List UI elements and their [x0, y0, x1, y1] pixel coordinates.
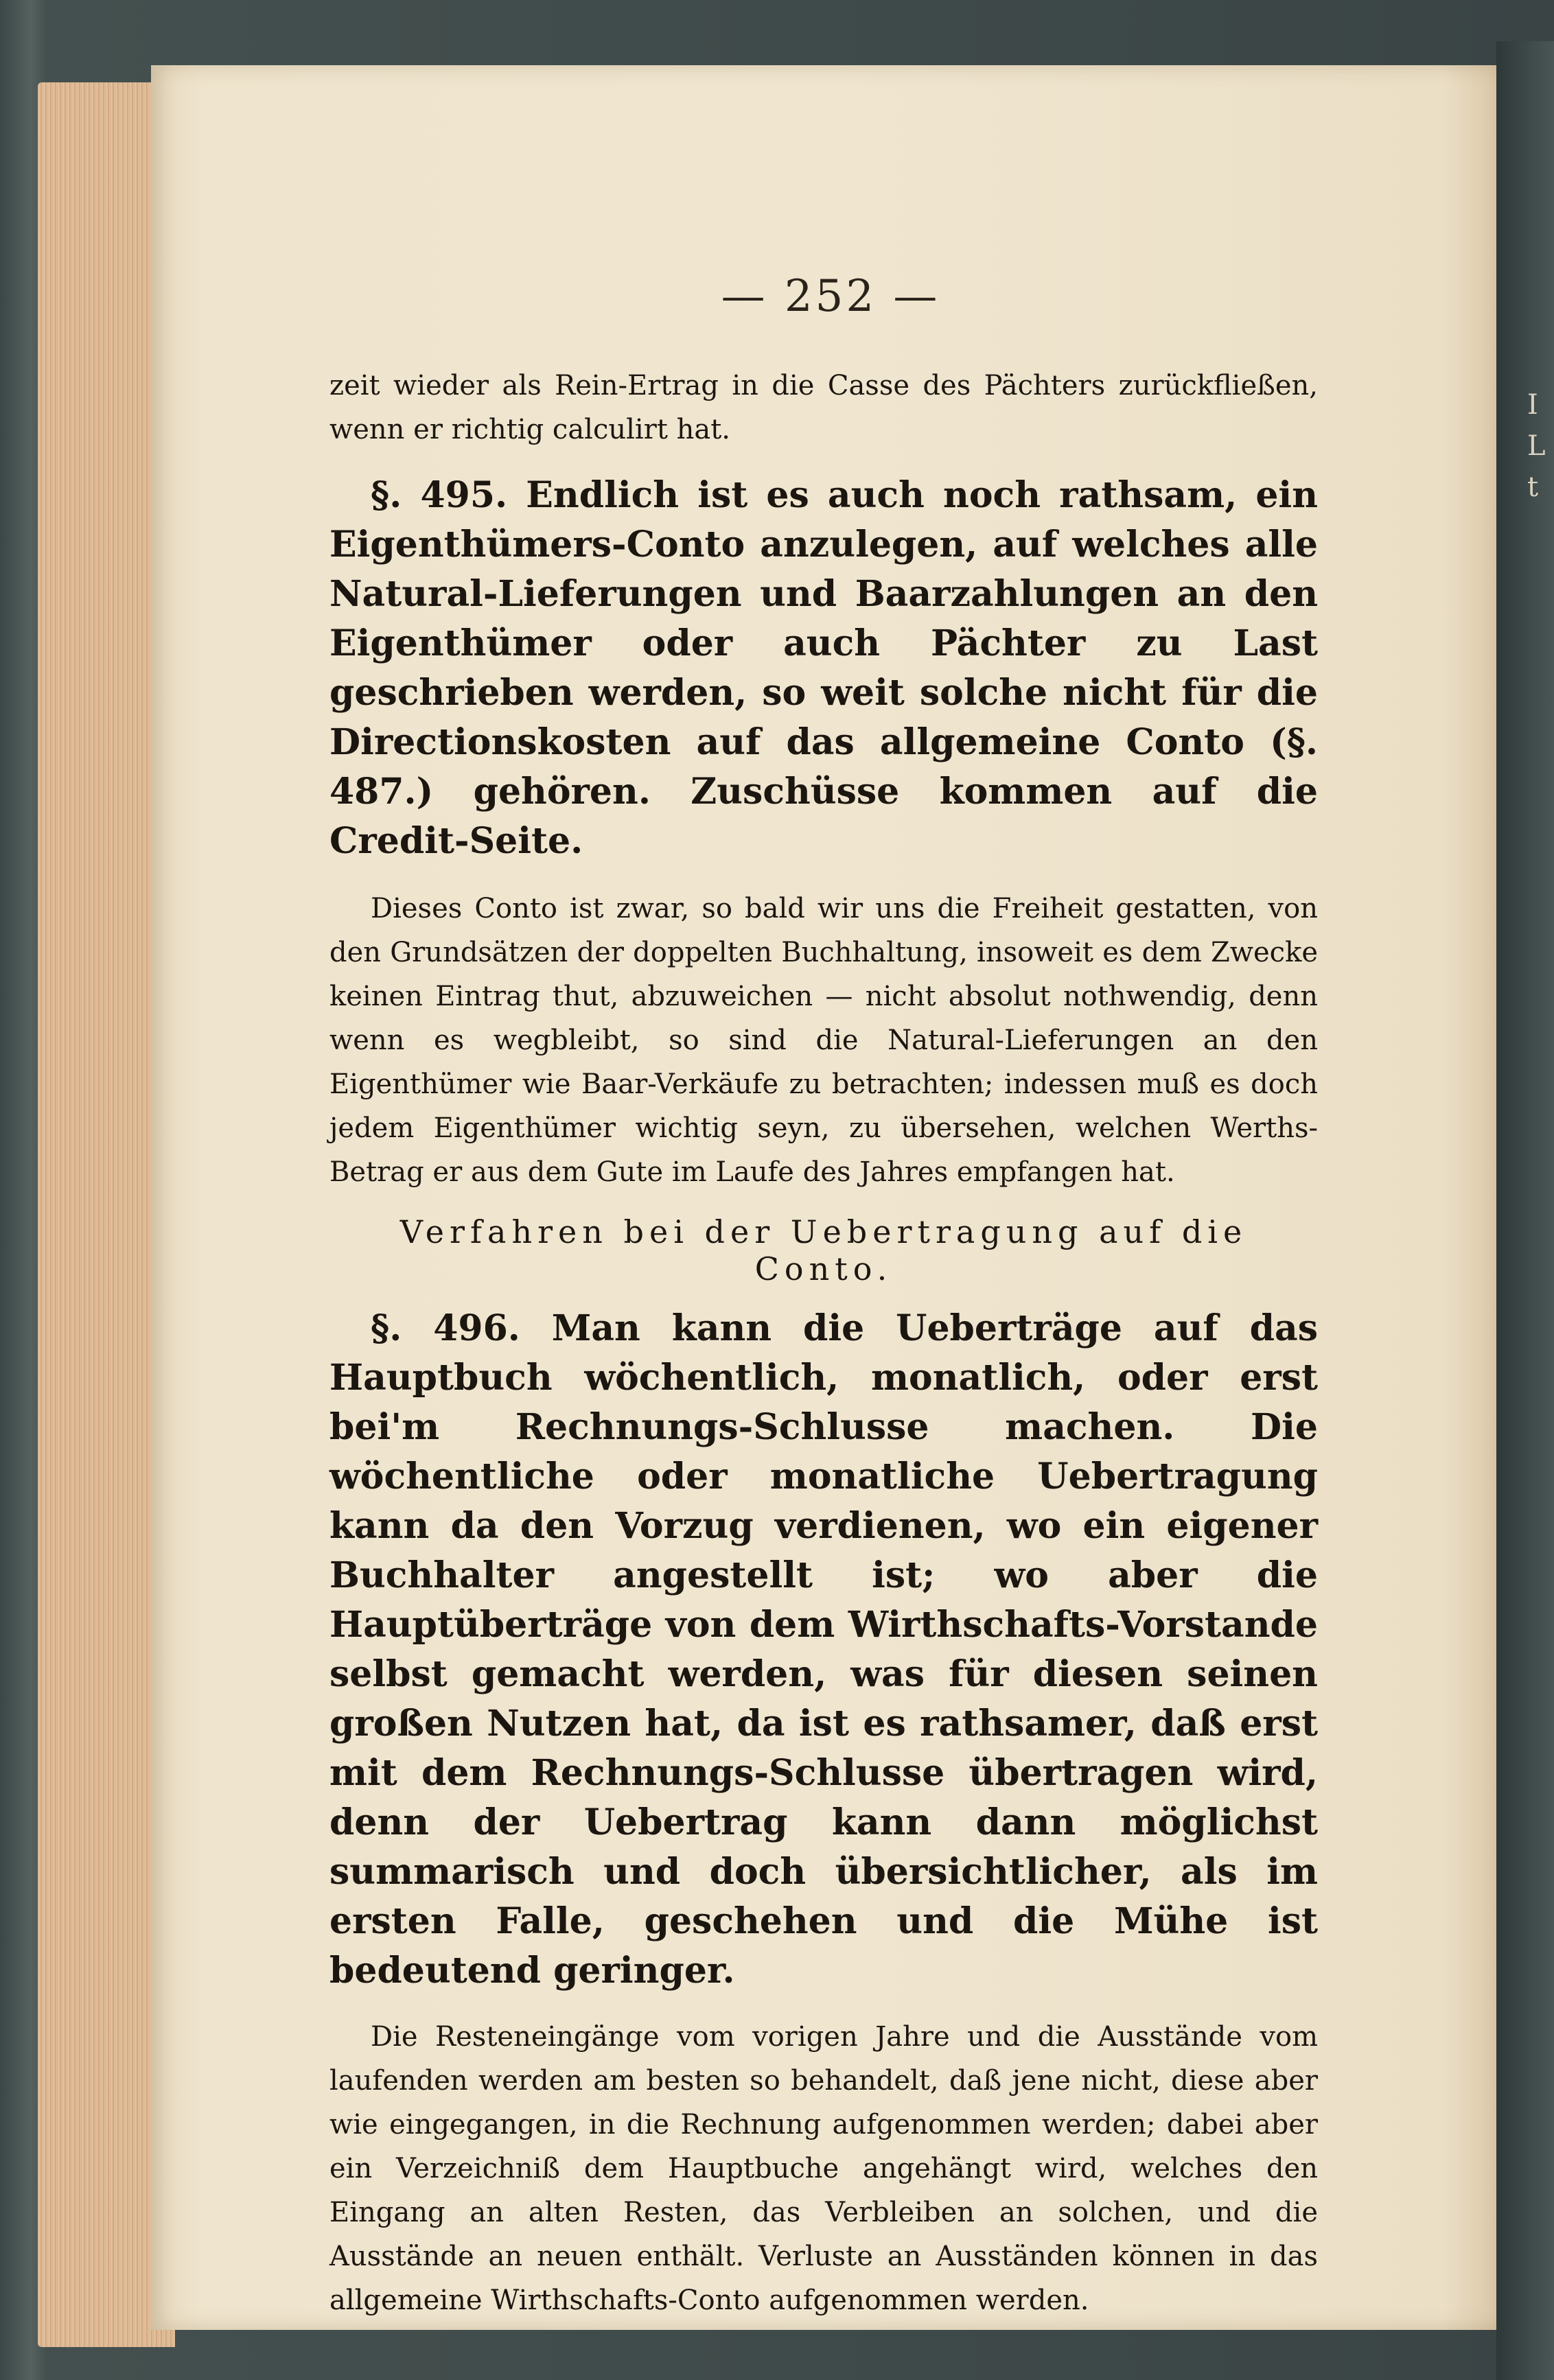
paragraph-section-495-note: Dieses Conto ist zwar, so bald wir uns die Freiheit gestatten, von den Grundsätzen der doppelten Buchhaltung, insoweit es dem Zwecke keinen Eintrag thut, abzuweichen — nicht absolut nothwendig, denn wenn es wegbleibt, so sind die Natural-Lieferungen an den Eigenthümer wie Baar-Verkäufe zu betrachten; indessen muß es doch jedem Eigenthümer wichtig seyn, zu übersehen, welchen Werths-Betrag er aus dem Gute im Laufe des Jahres empfangen hat. [329, 893, 1318, 1188]
page-text [329, 364, 1318, 2322]
page-number: — 252 — [721, 271, 940, 322]
paragraph-section-496-note: Die Resteneingänge vom vorigen Jahre und die Ausstände vom laufenden werden am besten so behandelt, daß jene nicht, diese aber wie eingegangen, in die Rechnung aufgenommen werden; dabei aber ein Verzeichniß dem Hauptbuche angehängt wird, welches den Eingang an alten Resten, das Verbleiben an solchen, und die Ausstände an neuen enthält. Verluste an Ausständen können in das allgemeine Wirthschafts-Conto aufgenommen werden. [329, 2021, 1318, 2316]
next-page-fragment: I L t [1527, 389, 1546, 503]
section-heading: Verfahren bei der Uebertragung auf die Conto. [399, 1213, 1248, 1287]
paragraph-section-496: §. 496. Man kann die Ueberträge auf das Hauptbuch wöchentlich, monatlich, oder erst bei'm Rechnungs-Schlusse machen. Die wöchentliche oder monatliche Uebertragung kann da den Vorzug verdienen, wo ein eigener Buchhalter angestellt ist; wo aber die Hauptüberträge von dem Wirthschafts-Vorstande selbst gemacht werden, was für diesen seinen großen Nutzen hat, da ist es rathsamer, daß erst mit dem Rechnungs-Schlusse übertragen wird, denn der Uebertrag kann dann möglichst summarisch und doch übersichtlicher, als im ersten Falle, geschehen und die Mühe ist bedeutend geringer. [329, 1307, 1318, 1992]
paragraph-intro: zeit wieder als Rein-Ertrag in die Casse des Pächters zurückfließen, wenn er richtig calculirt hat. [329, 370, 1318, 445]
paragraph-section-495: §. 495. Endlich ist es auch noch rathsam, ein Eigenthümers-Conto anzulegen, auf welches alle Natural-Lieferungen und Baarzahlungen an den Eigenthümer oder auch Pächter zu Last geschrieben werden, so weit solche nicht für die Directionskosten auf das allgemeine Conto (§. 487.) gehören. Zuschüsse kommen auf die Credit-Seite. [329, 474, 1318, 862]
